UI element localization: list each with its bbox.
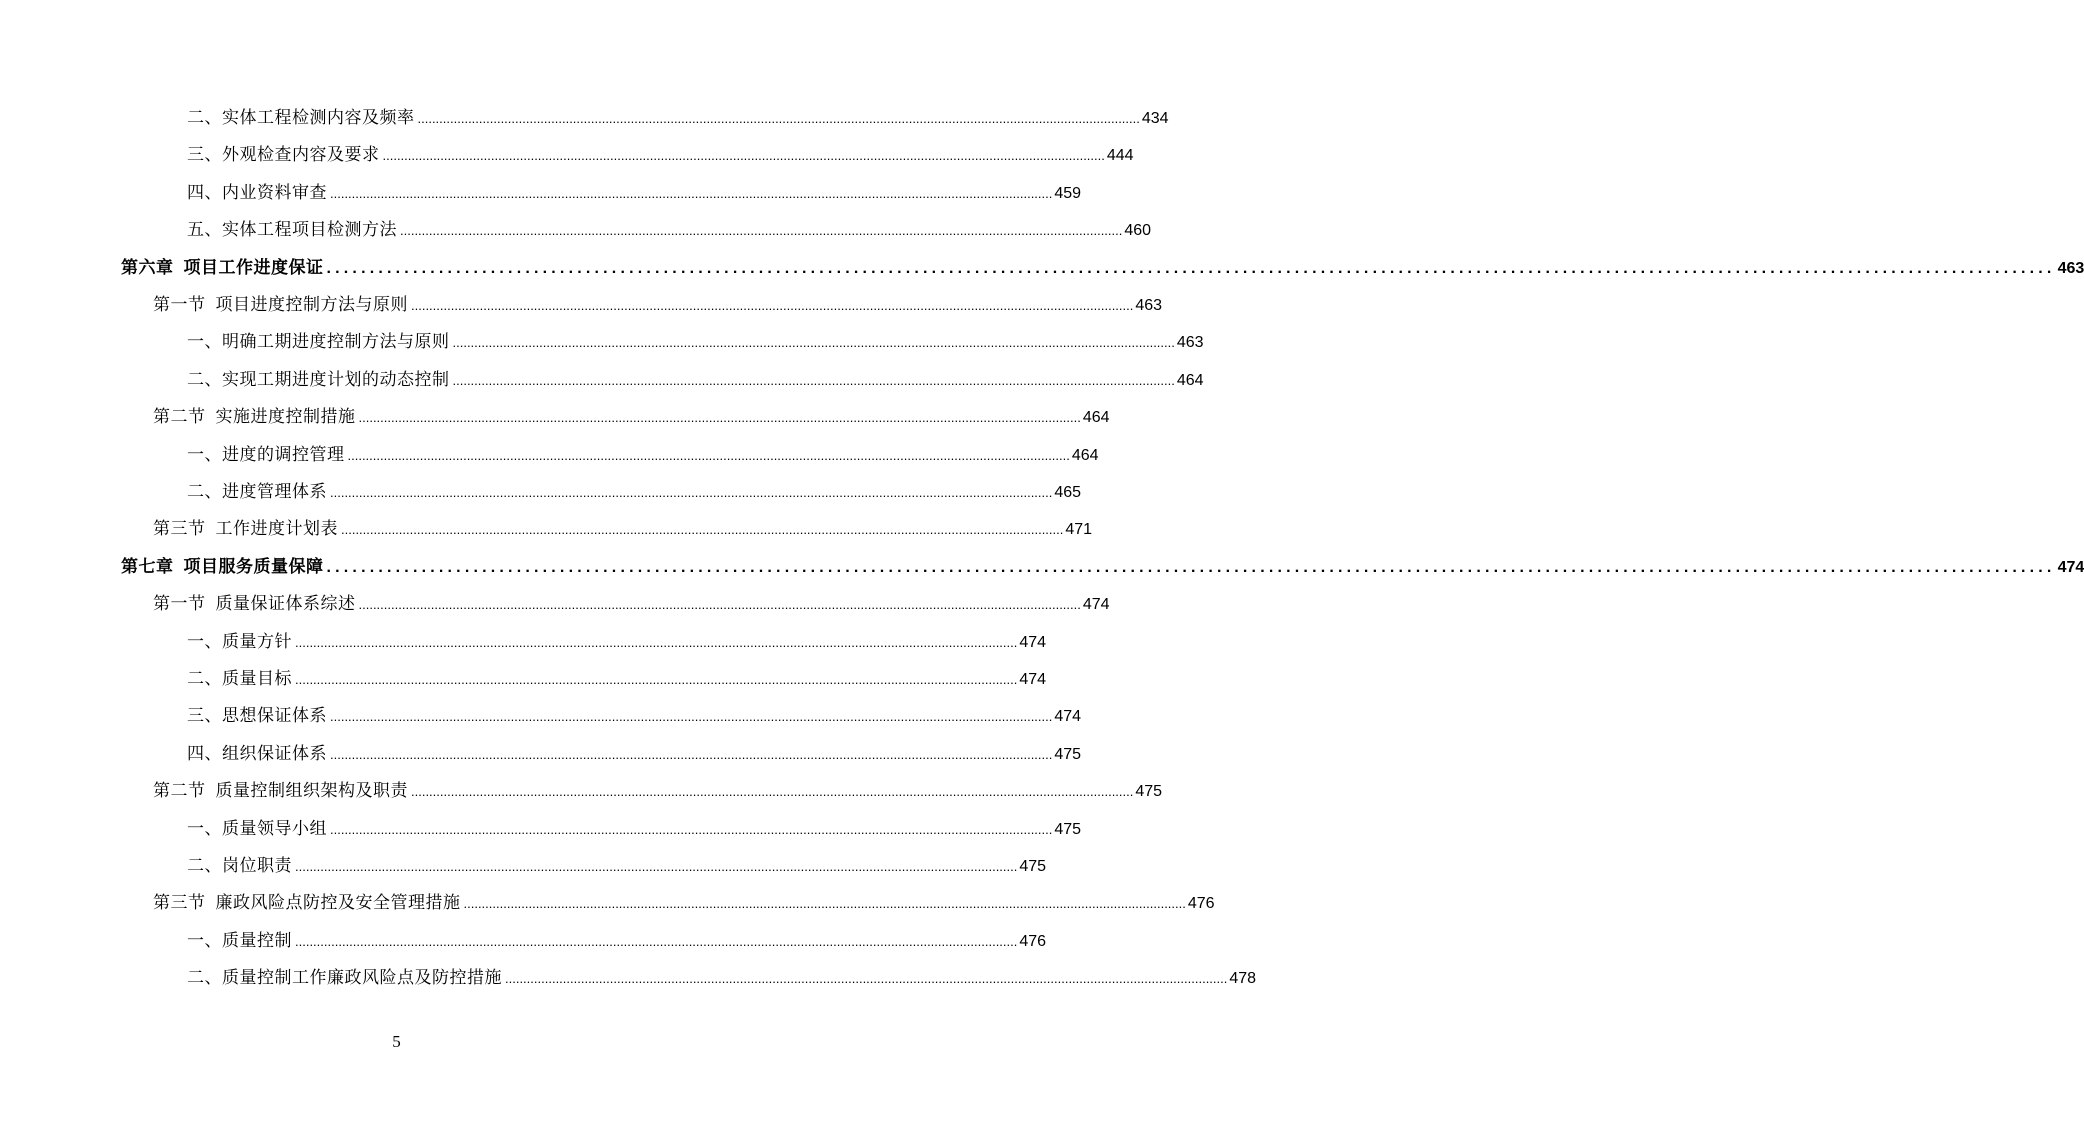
toc-entry-title [121, 253, 324, 283]
toc-dot-leader: ........................................................................................................................................................................................................ [326, 558, 2056, 576]
toc-entry-number: 五、 [187, 220, 222, 241]
toc-dot-leader: ........................................................................................................................................................................................................ [452, 335, 1175, 351]
toc-entry-title [187, 477, 327, 507]
toc-entry-page: 474 [1019, 633, 1047, 651]
toc-entry-number: 第六章 [121, 257, 174, 278]
toc-dot-leader: ........................................................................................................................................................................................................ [411, 298, 1134, 313]
toc-entry-text: 工作进度计划表 [215, 519, 338, 540]
toc-dot-leader: ........................................................................................................................................................................................................ [400, 223, 1123, 239]
toc-dot-leader: ........................................................................................................................................................................................................ [330, 485, 1053, 500]
toc-entry-number: 第一节 [153, 594, 206, 615]
toc-subsection-entry[interactable] [187, 215, 1152, 245]
toc-entry-number: 三、 [187, 706, 222, 727]
toc-entry-title [187, 140, 380, 170]
toc-entry-number: 二、 [187, 369, 222, 390]
toc-entry-page: 463 [2057, 259, 2084, 277]
toc-section-entry[interactable] [153, 888, 1215, 918]
toc-subsection-entry[interactable] [187, 178, 1082, 208]
toc-dot-leader: ........................................................................................................................................................................................................ [295, 859, 1018, 874]
toc-entry-number: 一、 [187, 631, 222, 652]
toc-subsection-entry[interactable] [187, 327, 1204, 357]
toc-dot-leader: ........................................................................................................................................................................................................ [411, 784, 1134, 800]
toc-dot-leader: ........................................................................................................................................................................................................ [358, 597, 1081, 613]
toc-dot-leader: ........................................................................................................................................................................................................ [330, 185, 1053, 201]
toc-entry-text: 组织保证体系 [222, 743, 327, 764]
toc-subsection-entry[interactable] [187, 627, 1047, 657]
toc-section-entry[interactable] [153, 514, 1093, 544]
toc-entry-number: 第二节 [153, 781, 206, 802]
toc-entry-number: 第一节 [153, 295, 206, 315]
toc-entry-text: 岗位职责 [222, 856, 292, 876]
toc-entry-title [187, 627, 292, 657]
toc-dot-leader: ........................................................................................................................................................................................................ [330, 746, 1053, 762]
toc-entry-page: 476 [1019, 932, 1047, 950]
toc-entry-page: 475 [1019, 858, 1047, 875]
toc-dot-leader: ........................................................................................................................................................................................................ [358, 410, 1081, 426]
toc-entry-title [187, 215, 397, 245]
toc-dot-leader: ........................................................................................................................................................................................................ [330, 821, 1053, 837]
toc-entry-title [187, 664, 292, 694]
toc-subsection-entry[interactable] [187, 440, 1099, 470]
toc-subsection-entry[interactable] [187, 739, 1082, 769]
toc-entry-number: 第七章 [121, 556, 174, 577]
page-number: 5 [392, 1032, 401, 1051]
toc-entry-text: 进度管理体系 [222, 482, 327, 502]
toc-entry-text: 质量控制组织架构及职责 [215, 781, 408, 802]
toc-entry-text: 实施进度控制措施 [215, 407, 356, 428]
toc-section-entry[interactable] [153, 589, 1110, 619]
toc-entry-title [121, 552, 324, 582]
toc-chapter-entry[interactable] [121, 253, 2084, 283]
toc-entry-title [187, 926, 292, 956]
toc-entry-page: 474 [1082, 596, 1110, 614]
toc-subsection-entry[interactable] [187, 103, 1169, 133]
toc-entry-title [153, 290, 408, 320]
toc-chapter-entry[interactable] [121, 552, 2084, 582]
toc-entry-title [187, 851, 292, 881]
toc-dot-leader: ........................................................................................................................................................................................................ [326, 259, 2056, 277]
toc-entry-text: 质量目标 [222, 669, 292, 689]
toc-entry-text: 明确工期进度控制方法与原则 [222, 332, 450, 353]
toc-entry-number: 四、 [187, 182, 222, 203]
toc-entry-text: 廉政风险点防控及安全管理措施 [215, 893, 461, 914]
toc-entry-text: 项目服务质量保障 [183, 556, 324, 577]
toc-entry-title [153, 589, 356, 619]
toc-entry-text: 外观检查内容及要求 [222, 145, 380, 166]
toc-entry-page: 474 [2057, 558, 2084, 576]
toc-entry-page: 464 [1176, 371, 1204, 389]
toc-entry-page: 471 [1065, 521, 1093, 539]
toc-entry-title [187, 103, 415, 133]
toc-entry-title [187, 440, 345, 470]
toc-entry-number: 一、 [187, 444, 222, 465]
toc-entry-title [187, 701, 327, 731]
toc-entry-number: 第三节 [153, 893, 206, 914]
toc-entry-title [187, 814, 327, 844]
toc-entry-number: 一、 [187, 930, 222, 951]
toc-entry-text: 思想保证体系 [222, 706, 327, 727]
toc-entry-title [187, 963, 502, 993]
toc-dot-leader: ........................................................................................................................................................................................................ [463, 896, 1186, 912]
toc-entry-title [153, 776, 408, 806]
toc-entry-number: 二、 [187, 968, 222, 989]
toc-subsection-entry[interactable] [187, 814, 1082, 844]
toc-dot-leader: ........................................................................................................................................................................................................ [382, 148, 1105, 164]
toc-entry-page: 475 [1135, 783, 1163, 801]
toc-entry-text: 内业资料审查 [222, 182, 327, 203]
toc-entry-title [187, 739, 327, 769]
toc-subsection-entry[interactable] [187, 963, 1257, 993]
toc-entry-title [187, 365, 450, 395]
toc-entry-title [153, 888, 461, 918]
toc-subsection-entry[interactable] [187, 140, 1134, 170]
toc-entry-page: 459 [1054, 184, 1082, 202]
toc-dot-leader: ........................................................................................................................................................................................................ [347, 447, 1070, 463]
toc-entry-page: 478 [1229, 970, 1257, 988]
toc-entry-page: 464 [1071, 446, 1099, 464]
toc-entry-number: 一、 [187, 818, 222, 839]
toc-dot-leader: ........................................................................................................................................................................................................ [295, 672, 1018, 687]
toc-entry-title [187, 327, 450, 357]
toc-dot-leader: ........................................................................................................................................................................................................ [341, 522, 1064, 538]
toc-entry-number: 二、 [187, 856, 222, 876]
toc-dot-leader: ........................................................................................................................................................................................................ [330, 709, 1053, 725]
toc-entry-number: 二、 [187, 482, 222, 502]
toc-entry-text: 质量控制 [222, 930, 292, 951]
toc-entry-text: 质量方针 [222, 631, 292, 652]
toc-entry-text: 实体工程检测内容及频率 [222, 108, 415, 128]
toc-entry-number: 第二节 [153, 407, 206, 428]
toc-entry-page: 476 [1187, 895, 1215, 913]
toc-subsection-entry[interactable] [187, 365, 1204, 395]
toc-entry-title [153, 402, 356, 432]
toc-entry-number: 二、 [187, 669, 222, 689]
toc-dot-leader: ........................................................................................................................................................................................................ [505, 971, 1228, 987]
toc-entry-page: 463 [1135, 297, 1163, 314]
toc-subsection-entry[interactable] [187, 926, 1047, 956]
toc-entry-text: 项目工作进度保证 [183, 257, 324, 278]
toc-entry-number: 第三节 [153, 519, 206, 540]
toc-subsection-entry[interactable] [187, 851, 1047, 881]
toc-entry-text: 质量领导小组 [222, 818, 327, 839]
toc-entry-number: 二、 [187, 108, 222, 128]
toc-section-entry[interactable] [153, 290, 1163, 320]
toc-dot-leader: ........................................................................................................................................................................................................ [417, 111, 1140, 126]
toc-entry-number: 四、 [187, 743, 222, 764]
toc-dot-leader: ........................................................................................................................................................................................................ [295, 933, 1018, 949]
toc-entry-page: 463 [1176, 334, 1204, 352]
toc-entry-page: 475 [1054, 820, 1082, 838]
toc-entry-text: 进度的调控管理 [222, 444, 345, 465]
toc-entry-title [187, 178, 327, 208]
toc-entry-page: 434 [1141, 110, 1169, 127]
toc-entry-page: 475 [1054, 745, 1082, 763]
toc-entry-number: 一、 [187, 332, 222, 353]
toc-entry-text: 实体工程项目检测方法 [222, 220, 397, 241]
toc-entry-page: 464 [1082, 409, 1110, 427]
toc-entry-page: 444 [1106, 147, 1134, 165]
toc-entry-page: 474 [1019, 671, 1047, 688]
toc-entry-title [153, 514, 338, 544]
toc-entry-page: 465 [1054, 484, 1082, 501]
toc-entry-number: 三、 [187, 145, 222, 166]
toc-subsection-entry[interactable] [187, 477, 1082, 507]
toc-entry-text: 实现工期进度计划的动态控制 [222, 369, 450, 390]
toc-entry-text: 质量保证体系综述 [215, 594, 356, 615]
toc-section-entry[interactable] [153, 776, 1163, 806]
toc-entry-page: 474 [1054, 708, 1082, 726]
toc-subsection-entry[interactable] [187, 664, 1047, 694]
toc-entry-text: 质量控制工作廉政风险点及防控措施 [222, 968, 502, 989]
toc-dot-leader: ........................................................................................................................................................................................................ [295, 634, 1018, 650]
toc-section-entry[interactable] [153, 402, 1110, 432]
toc-subsection-entry[interactable] [187, 701, 1082, 731]
toc-entry-page: 460 [1124, 222, 1152, 240]
toc-entry-text: 项目进度控制方法与原则 [215, 295, 408, 315]
toc-dot-leader: ........................................................................................................................................................................................................ [452, 372, 1175, 388]
